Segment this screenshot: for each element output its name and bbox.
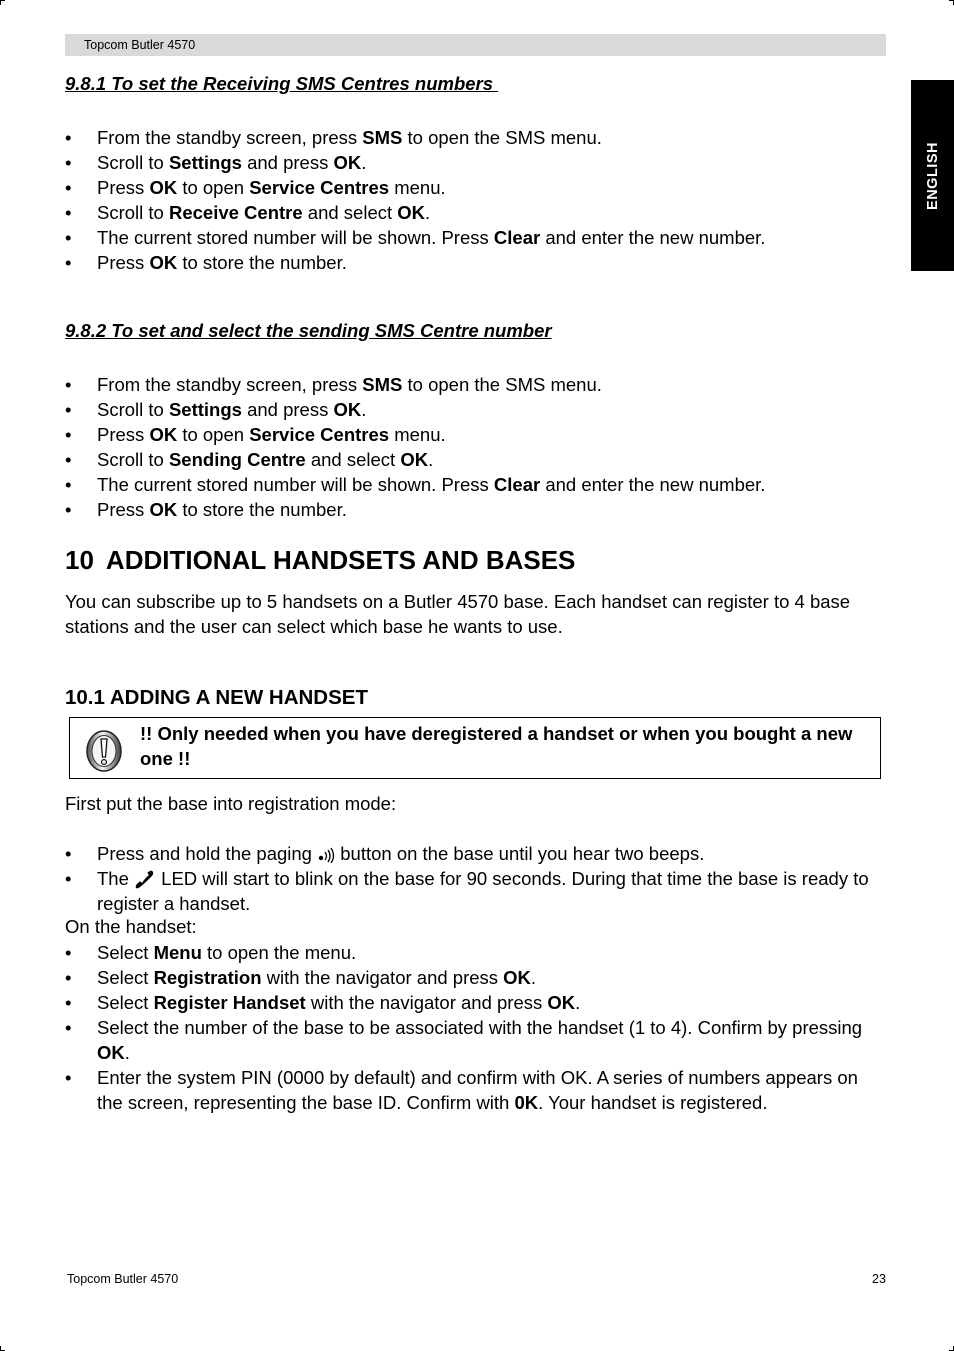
- step-text: .: [428, 449, 434, 470]
- step-text: with the navigator and press: [305, 992, 548, 1013]
- step-text: The current stored number will be shown. Press: [97, 474, 494, 495]
- step-text: . Your handset is registered.: [538, 1092, 768, 1113]
- list-item: [65, 1015, 885, 1065]
- emphasis-text: OK: [333, 152, 362, 173]
- list-item: [65, 497, 885, 522]
- step-text: to store the number.: [177, 499, 347, 520]
- footer-title: Topcom Butler 4570: [67, 1272, 179, 1286]
- list-item: [65, 200, 885, 225]
- chapter-heading: [65, 545, 575, 576]
- step-text: to open the SMS menu.: [402, 127, 602, 148]
- step-text: From the standby screen, press: [97, 127, 363, 148]
- emphasis-text: Register Handset: [153, 992, 306, 1013]
- exclamation-icon: [85, 730, 123, 772]
- section-heading-10-1: 10.1 ADDING A NEW HANDSET: [65, 686, 368, 709]
- phone-handset-icon: [134, 870, 156, 890]
- emphasis-text: Clear: [493, 474, 541, 495]
- step-text: menu.: [389, 424, 446, 445]
- step-text: LED will start to blink on the base for 90 seconds. During that time the base is ready to register a handset.: [97, 868, 869, 914]
- step-text: Scroll to: [97, 399, 169, 420]
- emphasis-text: OK: [547, 992, 576, 1013]
- list-item: [65, 841, 885, 866]
- step-text: .: [361, 152, 367, 173]
- emphasis-text: Settings: [168, 399, 242, 420]
- step-text: Scroll to: [97, 449, 169, 470]
- chapter-number: 10: [65, 545, 94, 575]
- step-text: Press and hold the paging: [97, 843, 318, 864]
- paging-icon: [317, 847, 335, 863]
- emphasis-text: OK: [149, 424, 178, 445]
- list-item: [65, 397, 885, 422]
- step-text: .: [425, 202, 431, 223]
- section-heading-9-8-2: 9.8.2 To set and select the sending SMS Centre number: [65, 320, 552, 341]
- step-text: Select: [97, 992, 154, 1013]
- step-text: with the navigator and press: [261, 967, 504, 988]
- step-text: Press: [97, 499, 150, 520]
- emphasis-text: Service Centres: [249, 424, 390, 445]
- page-header: [65, 34, 886, 56]
- step-text: Enter the system PIN (0000 by default) and confirm with OK. A series of numbers appears on the screen, representing the base ID. Confirm with: [97, 1067, 858, 1113]
- emphasis-text: OK: [97, 1042, 125, 1063]
- chapter-intro: You can subscribe up to 5 handsets on a Butler 4570 base. Each handset can register to 4 base stations and the user can select which base he wants to use.: [65, 591, 851, 637]
- note-text: !! Only needed when you have deregistered a handset or when you bought a new one !!: [140, 723, 853, 769]
- step-text: Press: [97, 424, 150, 445]
- step-text: Select the number of the base to be associated with the handset (1 to 4). Confirm by pressing: [97, 1017, 863, 1038]
- step-text: Press: [97, 252, 150, 273]
- step-text: Select: [97, 967, 154, 988]
- emphasis-text: Receive Centre: [168, 202, 303, 223]
- list-item: [65, 422, 885, 447]
- emphasis-text: SMS: [362, 374, 403, 395]
- emphasis-text: OK: [400, 449, 429, 470]
- chapter-title: ADDITIONAL HANDSETS AND BASES: [105, 545, 576, 575]
- emphasis-text: Sending Centre: [168, 449, 306, 470]
- crop-mark: [0, 1346, 5, 1351]
- crop-mark: [949, 0, 954, 5]
- list-item: [65, 150, 885, 175]
- list-item: [65, 472, 885, 497]
- emphasis-text: Service Centres: [249, 177, 390, 198]
- step-text: Select: [97, 942, 154, 963]
- step-text: The current stored number will be shown. Press: [97, 227, 494, 248]
- list-item: [65, 940, 885, 965]
- step-text: Scroll to: [97, 202, 169, 223]
- step-text: to open the menu.: [201, 942, 357, 963]
- step-list: [65, 372, 885, 522]
- list-item: [65, 866, 885, 916]
- section-heading-9-8-1: 9.8.1 To set the Receiving SMS Centres numbers: [65, 73, 499, 94]
- step-text: button on the base until you hear two beeps.: [340, 843, 705, 864]
- emphasis-text: Settings: [168, 152, 242, 173]
- language-tab: [911, 80, 954, 271]
- step-text: From the standby screen, press: [97, 374, 363, 395]
- list-item: [65, 1065, 885, 1115]
- step-text: to open the SMS menu.: [402, 374, 602, 395]
- emphasis-text: OK: [333, 399, 362, 420]
- crop-mark: [949, 1346, 954, 1351]
- step-text: .: [530, 967, 537, 988]
- emphasis-text: OK: [149, 499, 178, 520]
- step-text: .: [124, 1042, 130, 1063]
- handset-intro: On the handset:: [65, 916, 197, 937]
- list-item: [65, 125, 885, 150]
- emphasis-text: OK: [149, 177, 178, 198]
- step-text: to open: [177, 177, 250, 198]
- step-text: Scroll to: [97, 152, 169, 173]
- emphasis-text: OK: [503, 967, 531, 988]
- emphasis-text: OK: [149, 252, 178, 273]
- list-item: [65, 965, 885, 990]
- crop-mark: [0, 0, 5, 5]
- list-item: [65, 990, 885, 1015]
- list-item: [65, 225, 885, 250]
- base-step-list: [65, 841, 885, 916]
- header-title: Topcom Butler 4570: [84, 38, 196, 52]
- step-text: to store the number.: [177, 252, 347, 273]
- list-item: [65, 447, 885, 472]
- list-item: [65, 175, 885, 200]
- step-text: and select: [302, 202, 398, 223]
- step-text: to open: [177, 424, 250, 445]
- emphasis-text: 0K: [514, 1092, 539, 1113]
- emphasis-text: SMS: [362, 127, 403, 148]
- list-item: [65, 372, 885, 397]
- step-list: [65, 125, 885, 275]
- language-label: ENGLISH: [924, 141, 941, 210]
- step-text: The: [97, 868, 135, 889]
- step-text: Press: [97, 177, 150, 198]
- base-intro: First put the base into registration mode:: [65, 793, 397, 814]
- emphasis-text: Menu: [153, 942, 202, 963]
- emphasis-text: Registration: [153, 967, 262, 988]
- step-text: and press: [241, 152, 334, 173]
- emphasis-text: Clear: [493, 227, 541, 248]
- emphasis-text: OK: [397, 202, 426, 223]
- list-item: [65, 250, 885, 275]
- step-text: and select: [305, 449, 401, 470]
- step-text: menu.: [389, 177, 446, 198]
- handset-step-list: [65, 940, 885, 1115]
- note-box: [69, 717, 881, 779]
- page-number: 23: [872, 1272, 886, 1286]
- step-text: and enter the new number.: [540, 227, 766, 248]
- step-text: .: [575, 992, 581, 1013]
- step-text: and press: [241, 399, 334, 420]
- step-text: .: [361, 399, 367, 420]
- step-text: and enter the new number.: [540, 474, 766, 495]
